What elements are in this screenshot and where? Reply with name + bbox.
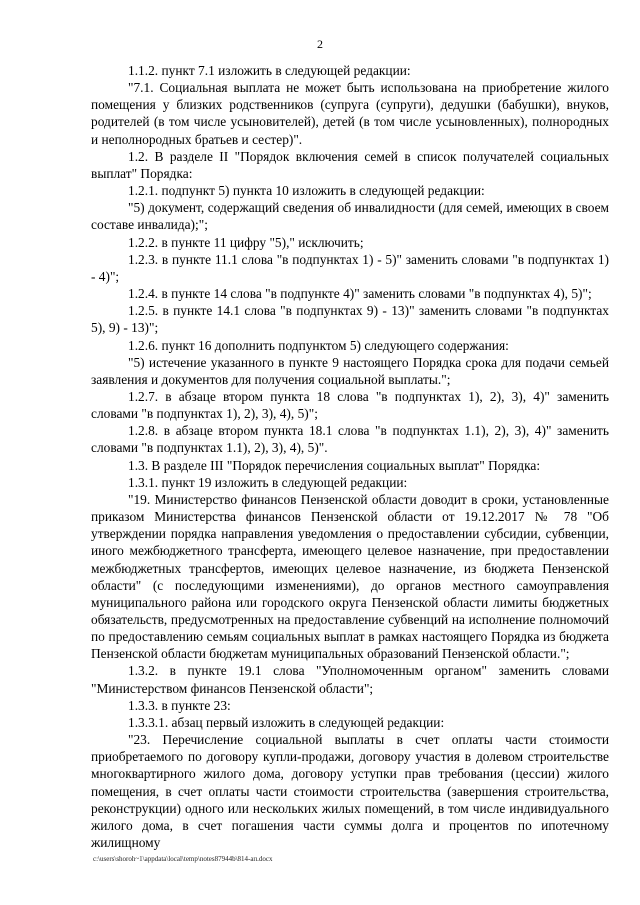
paragraph-1-1-2: 1.1.2. пункт 7.1 изложить в следующей редакции: bbox=[128, 63, 411, 78]
paragraph-1-2-5: 1.2.5. в пункте 14.1 слова "в подпунктах 9) - 13)" заменить словами "в подпунктах 5), 9) - 13)"; bbox=[91, 303, 609, 336]
paragraph-1-2-8: 1.2.8. в абзаце втором пункта 18.1 слова "в подпунктах 1.1), 2), 3), 4)" заменить словами "в подпунктах 1.1), 2), 3), 4), 5)". bbox=[91, 423, 609, 456]
paragraph-19-text: "19. Министерство финансов Пензенской области доводит в сроки, установленные приказом Министерства финансов Пензенской области от 19.12.2017 № 78 "Об утверждении порядка направления уведомления о предоставлении субсидии, субвенции, иного межбюджетного трансферта, имеющего целевое назначение, при предоставлении межбюджетных трансфертов, имеющих целевое назначение, из бюджета Пензенской области" (с последующими изменениями), до органов местного самоуправления муниципального района или городского округа Пензенской области лимиты бюджетных обязательств, предусмотренных на предоставление субвенций на исполнение полномочий по предоставлению семьям социальных выплат в рамках настоящего Порядка из бюджета Пензенской области бюджетам муниципальных образований Пензенской области."; bbox=[91, 491, 609, 662]
paragraph-1-3-2: 1.3.2. в пункте 19.1 слова "Уполномоченным органом" заменить словами "Министерством финансов Пензенской области"; bbox=[91, 663, 609, 696]
paragraph-1-3-3: 1.3.3. в пункте 23: bbox=[128, 697, 231, 713]
paragraph-1-3: 1.3. В разделе III "Порядок перечисления социальных выплат" Порядка: bbox=[128, 457, 541, 473]
document-body bbox=[91, 62, 609, 851]
paragraph-1-2-6: 1.2.6. пункт 16 дополнить подпунктом 5) следующего содержания: bbox=[128, 337, 509, 353]
paragraph-1-2-2: 1.2.2. в пункте 11 цифру "5)," исключить; bbox=[128, 234, 364, 250]
page-number: 2 bbox=[317, 37, 323, 51]
paragraph-sub-5-expiry: "5) истечение указанного в пункте 9 настоящего Порядка срока для подачи семьей заявления и документов для получения социальной выплаты."; bbox=[91, 354, 609, 387]
paragraph-23-text: "23. Перечисление социальной выплаты в счет оплаты части стоимости приобретаемого по договору купли-продажи, договору участия в долевом строительстве многоквартирного жилого дома, договору уступки прав требования (цессии) жилого помещения, в счет оплаты части стоимости строительства (завершения строительства, реконструкции) одного или нескольких жилых помещений, в том числе индивидуального жилого дома, в счет погашения части суммы долга и процентов по ипотечному жилищному bbox=[91, 732, 609, 851]
paragraph-1-3-1: 1.3.1. пункт 19 изложить в следующей редакции: bbox=[128, 474, 408, 490]
paragraph-sub-5-text: "5) документ, содержащий сведения об инвалидности (для семей, имеющих в своем составе инвалида);"; bbox=[91, 200, 609, 233]
paragraph-1-2-1: 1.2.1. подпункт 5) пункта 10 изложить в следующей редакции: bbox=[128, 183, 485, 199]
paragraph-7-1-text: "7.1. Социальная выплата не может быть использована на приобретение жилого помещения у близких родственников (супруга (супруги), дедушки (бабушки), внуков, родителей (в том числе усыновителей), детей (в том числе усыновленных), полнородных и неполнородных братьев и сестер)". bbox=[91, 80, 609, 147]
paragraph-1-2: 1.2. В разделе II "Порядок включения семей в список получателей социальных выплат" Порядка: bbox=[91, 148, 609, 181]
paragraph-1-2-3: 1.2.3. в пункте 11.1 слова "в подпунктах 1) - 5)" заменить словами "в подпунктах 1) - 4)"; bbox=[91, 251, 609, 284]
footer-file-path: c:\users\shoroh~1\appdata\local\temp\notes87944b\814-ап.docx bbox=[93, 855, 273, 863]
paragraph-1-3-3-1: 1.3.3.1. абзац первый изложить в следующей редакции: bbox=[128, 714, 445, 730]
paragraph-1-2-4: 1.2.4. в пункте 14 слова "в подпункте 4)" заменить словами "в подпунктах 4), 5)"; bbox=[128, 286, 592, 302]
paragraph-1-2-7: 1.2.7. в абзаце втором пункта 18 слова "в подпунктах 1), 2), 3), 4)" заменить словами "в подпунктах 1), 2), 3), 4), 5)"; bbox=[91, 388, 609, 422]
